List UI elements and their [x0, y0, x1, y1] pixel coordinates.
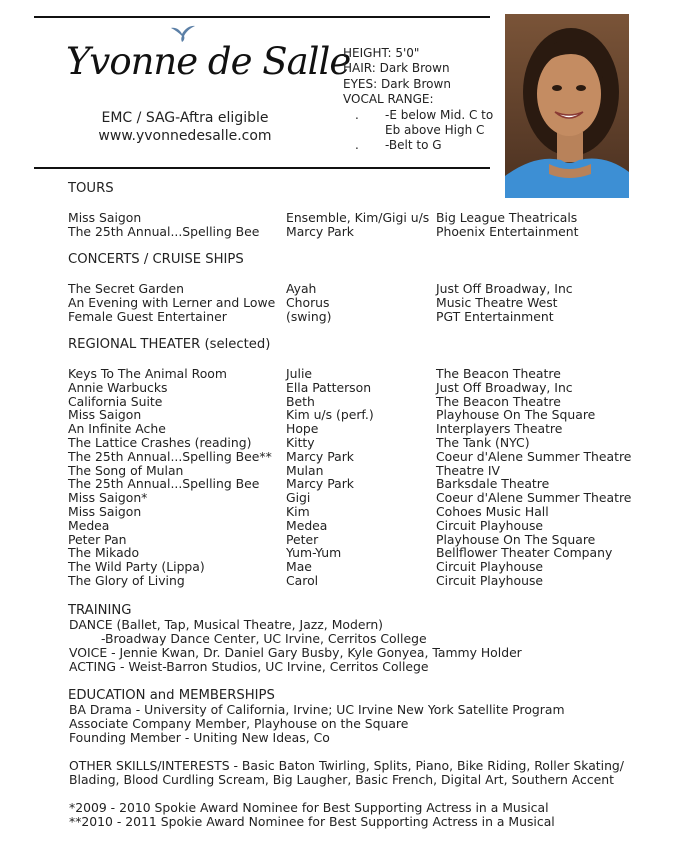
education-line: Associate Company Member, Playhouse on the Square — [69, 716, 409, 731]
role: Marcy Park — [286, 448, 354, 464]
headshot-photo — [505, 14, 629, 198]
training-dance: DANCE (Ballet, Tap, Musical Theatre, Jazz, Modern) — [69, 617, 384, 632]
company: Interplayers Theatre — [436, 421, 563, 437]
show-title: The 25th Annual...Spelling Bee** — [68, 448, 272, 464]
show-title: The Secret Garden — [68, 281, 184, 296]
actor-name: Yvonne de Salle — [66, 40, 351, 83]
role: Gigi — [286, 490, 311, 506]
vocal-range-2 — [343, 138, 493, 153]
stats-block — [343, 46, 493, 154]
headshot-illustration — [505, 14, 629, 198]
role: Medea — [286, 517, 328, 533]
stat-vocal-label: VOCAL RANGE: — [343, 92, 434, 107]
stat-eyes: EYES: Dark Brown — [343, 76, 451, 91]
section-heading-training: TRAINING — [68, 603, 132, 618]
footnote: *2009 - 2010 Spokie Award Nominee for Best Supporting Actress in a Musical — [69, 800, 549, 815]
show-title: Female Guest Entertainer — [68, 308, 227, 324]
education-block — [69, 703, 565, 745]
show-title: The Mikado — [68, 545, 140, 561]
show-title: The Lattice Crashes (reading) — [68, 434, 252, 450]
company: Circuit Playhouse — [436, 572, 544, 588]
show-title: California Suite — [68, 393, 163, 409]
role: Ayah — [286, 281, 317, 296]
show-title: Medea — [68, 517, 110, 533]
footnote: **2010 - 2011 Spokie Award Nominee for Best Supporting Actress in a Musical — [69, 814, 555, 829]
show-title: An Evening with Lerner and Lowe — [68, 294, 276, 310]
company: The Beacon Theatre — [436, 393, 561, 409]
company: The Tank (NYC) — [436, 434, 530, 450]
education-line: Founding Member - Uniting New Ideas, Co — [69, 730, 330, 745]
bullet: . — [355, 138, 359, 153]
vocal-range-1 — [343, 108, 493, 123]
skills-line-2: Blading, Blood Curdling Scream, Big Laugher, Basic French, Digital Art, Southern Accent — [69, 772, 614, 787]
show-title: The Song of Mulan — [68, 462, 184, 478]
show-title: Miss Saigon — [68, 210, 142, 225]
training-acting: ACTING - Weist-Barron Studios, UC Irvine, Cerritos College — [69, 659, 429, 674]
stat-hair: HAIR: Dark Brown — [343, 61, 450, 76]
company: Circuit Playhouse — [436, 559, 544, 575]
training-voice: VOICE - Jennie Kwan, Dr. Daniel Gary Busby, Kyle Gonyea, Tammy Holder — [69, 645, 522, 660]
role: Mulan — [286, 462, 324, 478]
vocal-range-2-text: -Belt to G — [385, 138, 442, 153]
section-heading-concerts: CONCERTS / CRUISE SHIPS — [68, 252, 244, 267]
section-heading-regional: REGIONAL THEATER (selected) — [68, 337, 271, 352]
training-dance-schools: -Broadway Dance Center, UC Irvine, Cerritos College — [101, 631, 427, 646]
show-title: The Glory of Living — [68, 572, 185, 588]
skills-block — [69, 759, 624, 787]
role: Ella Patterson — [286, 379, 372, 395]
role: Peter — [286, 531, 319, 547]
company: Coeur d'Alene Summer Theatre — [436, 490, 632, 506]
show-title: Miss Saigon — [68, 407, 142, 423]
role: (swing) — [286, 308, 332, 324]
role: Yum-Yum — [286, 545, 342, 561]
company: Playhouse On The Square — [436, 407, 596, 423]
show-title: Keys To The Animal Room — [68, 366, 227, 381]
show-title: Annie Warbucks — [68, 379, 168, 395]
show-title: Miss Saigon — [68, 503, 142, 519]
role: Ensemble, Kim/Gigi u/s — [286, 210, 430, 225]
role: Marcy Park — [286, 223, 354, 239]
vocal-range-1-text: -E below Mid. C to — [385, 107, 494, 122]
company: The Beacon Theatre — [436, 366, 561, 381]
company: Phoenix Entertainment — [436, 223, 579, 239]
company: Music Theatre West — [436, 294, 558, 310]
union-status: EMC / SAG-Aftra eligible — [101, 110, 269, 126]
role: Mae — [286, 559, 312, 575]
role: Kim u/s (perf.) — [286, 407, 374, 423]
vocal-range-1-cont — [343, 123, 493, 138]
website-link[interactable]: www.yvonnedesalle.com — [98, 128, 272, 144]
education-line: BA Drama - University of California, Irvine; UC Irvine New York Satellite Program — [69, 702, 565, 717]
company: Cohoes Music Hall — [436, 503, 549, 519]
role: Carol — [286, 572, 319, 588]
company: Circuit Playhouse — [436, 517, 544, 533]
show-title: The 25th Annual...Spelling Bee — [68, 223, 260, 239]
company: Just Off Broadway, Inc — [436, 281, 573, 296]
company: PGT Entertainment — [436, 308, 554, 324]
footnotes-block — [69, 801, 555, 829]
show-title: Miss Saigon* — [68, 490, 148, 506]
header-bottom-rule — [34, 167, 490, 169]
show-title: An Infinite Ache — [68, 421, 166, 437]
section-heading-tours: TOURS — [68, 181, 114, 196]
bullet: . — [355, 107, 359, 122]
role: Kim — [286, 503, 310, 519]
company: Just Off Broadway, Inc — [436, 379, 573, 395]
company: Barksdale Theatre — [436, 476, 550, 492]
company: Coeur d'Alene Summer Theatre — [436, 448, 632, 464]
section-heading-education: EDUCATION and MEMBERSHIPS — [68, 688, 275, 703]
header-top-rule — [34, 16, 490, 18]
company: Big League Theatricals — [436, 210, 578, 225]
company: Bellflower Theater Company — [436, 545, 613, 561]
role: Chorus — [286, 294, 330, 310]
company: Playhouse On The Square — [436, 531, 596, 547]
show-title: The 25th Annual...Spelling Bee — [68, 476, 260, 492]
role: Beth — [286, 393, 315, 409]
vocal-range-1-cont-text: Eb above High C — [385, 122, 485, 137]
show-title: The Wild Party (Lippa) — [68, 559, 205, 575]
role: Hope — [286, 421, 319, 437]
show-title: Peter Pan — [68, 531, 127, 547]
training-block — [69, 618, 522, 674]
role: Marcy Park — [286, 476, 354, 492]
role: Kitty — [286, 434, 315, 450]
skills-line-1: OTHER SKILLS/INTERESTS - Basic Baton Twirling, Splits, Piano, Bike Riding, Roller Skating/ — [69, 758, 624, 773]
stat-height: HEIGHT: 5'0" — [343, 46, 420, 60]
company: Theatre IV — [436, 462, 501, 478]
role: Julie — [286, 366, 313, 381]
